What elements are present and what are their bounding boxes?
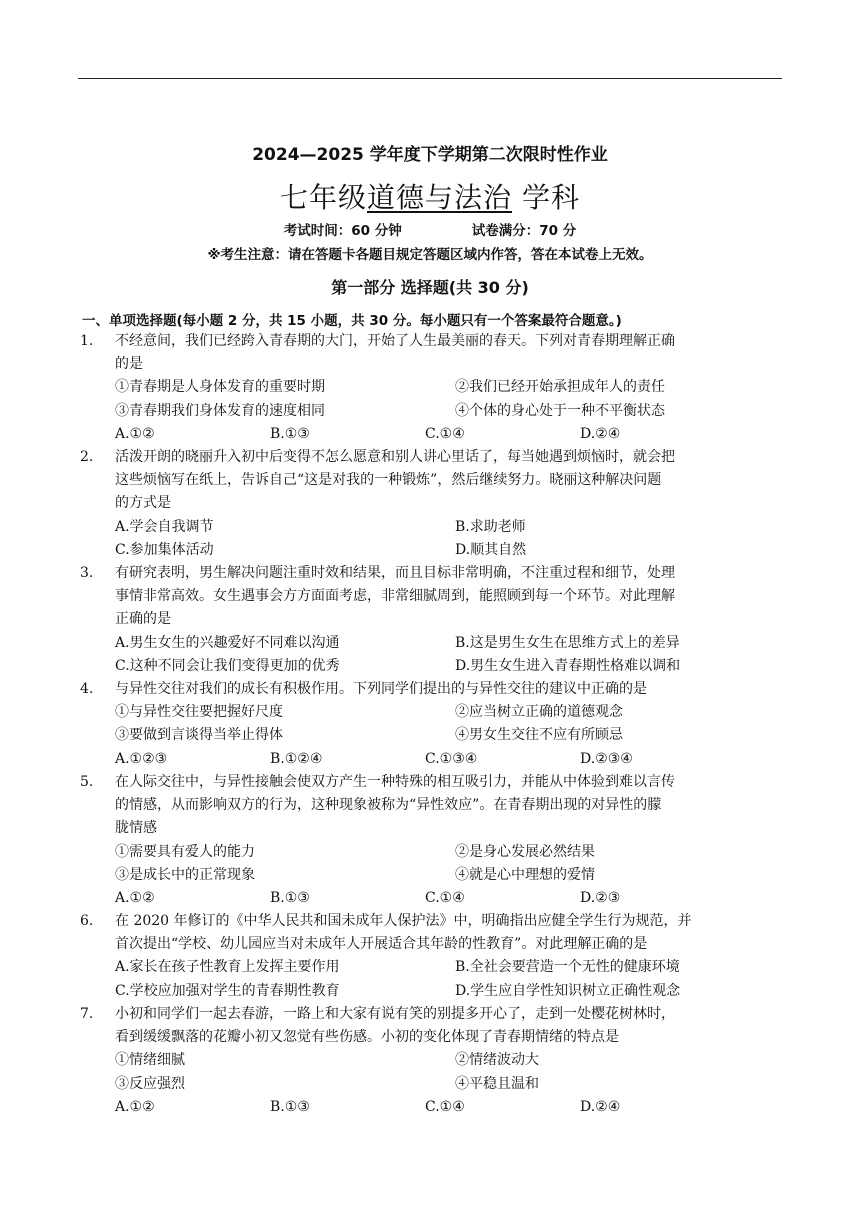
option-left: ③反应强烈 bbox=[115, 1075, 185, 1092]
option-left: ③是成长中的正常现象 bbox=[115, 866, 255, 883]
answer-choice: C.①③④ bbox=[425, 750, 478, 767]
question-stem-line: 的是 bbox=[115, 356, 143, 373]
answer-choices bbox=[115, 423, 780, 446]
option-left: ③青春期我们身体发育的速度相同 bbox=[115, 402, 325, 419]
option-right: B.求助老师 bbox=[455, 518, 526, 535]
question-body bbox=[115, 678, 780, 771]
option-right: D.学生应自学性知识树立正确性观念 bbox=[455, 982, 681, 999]
answer-choice: C.①④ bbox=[425, 1098, 465, 1115]
exam-title: 2024—2025 学年度下学期第二次限时性作业 bbox=[252, 145, 608, 165]
answer-choice: B.①③ bbox=[270, 890, 310, 907]
question-stem-line: 与异性交往对我们的成长有积极作用。下列同学们提出的与异性交往的建议中正确的是 bbox=[115, 681, 647, 697]
question-5 bbox=[80, 771, 780, 910]
question-stem-line: 看到缓缓飘落的花瓣小初又忽觉有些伤感。小初的变化体现了青春期情绪的特点是 bbox=[115, 1029, 619, 1046]
option-right: ④就是心中理想的爱情 bbox=[455, 866, 595, 883]
question-stem-line: 正确的是 bbox=[115, 611, 171, 628]
question-body bbox=[115, 910, 780, 1003]
question-stem-line: 的情感，从而影响双方的行为，这种现象被称为“异性效应”。在青春期出现的对异性的朦 bbox=[115, 797, 662, 814]
option-left: C.学校应加强对学生的青春期性教育 bbox=[115, 982, 340, 999]
answer-choice: A.①②③ bbox=[115, 750, 168, 767]
option-right: ④平稳且温和 bbox=[455, 1075, 539, 1092]
option-row bbox=[115, 864, 780, 887]
exam-info bbox=[0, 219, 860, 239]
question-stem-line: 小初和同学们一起去春游，一路上和大家有说有笑的别提多开心了，走到一处樱花树林时， bbox=[115, 1006, 675, 1022]
subject-suffix: 学科 bbox=[521, 181, 580, 214]
question-stem-line: 胧情感 bbox=[115, 820, 157, 837]
section-heading: 一、单项选择题(每小题 2 分，共 15 小题，共 30 分。每小题只有一个答案最符合题意。) bbox=[82, 313, 622, 329]
option-row bbox=[115, 724, 780, 747]
option-row bbox=[115, 632, 780, 655]
subject-title bbox=[0, 176, 860, 216]
answer-choice: A.①② bbox=[115, 890, 155, 907]
question-number: 3. bbox=[80, 565, 94, 581]
answer-choice: C.①④ bbox=[425, 425, 465, 442]
exam-time: 考试时间：60 分钟 bbox=[283, 223, 402, 239]
question-3 bbox=[80, 562, 780, 678]
question-number: 1. bbox=[80, 333, 94, 349]
question-7 bbox=[80, 1003, 780, 1119]
answer-choice: B.①③ bbox=[270, 425, 310, 442]
answer-choices bbox=[115, 1096, 780, 1119]
option-row bbox=[115, 539, 780, 562]
answer-choice: D.②④ bbox=[580, 425, 621, 442]
answer-choice: D.②③④ bbox=[580, 750, 633, 767]
option-left: C.参加集体活动 bbox=[115, 541, 214, 558]
option-row bbox=[115, 841, 780, 864]
option-right: ②我们已经开始承担成年人的责任 bbox=[455, 379, 665, 396]
question-number: 2. bbox=[80, 449, 94, 465]
option-right: B.这是男生女生在思维方式上的差异 bbox=[455, 634, 680, 651]
question-stem-line: 不经意间，我们已经跨入青春期的大门，开始了人生最美丽的春天。下列对青春期理解正确 bbox=[115, 333, 675, 349]
question-stem-line: 在人际交往中，与异性接触会使双方产生一种特殊的相互吸引力，并能从中体验到难以言传 bbox=[115, 774, 675, 790]
header-rule bbox=[78, 78, 782, 79]
part-title: 第一部分 选择题(共 30 分) bbox=[331, 278, 529, 297]
question-6 bbox=[80, 910, 780, 1003]
option-row bbox=[115, 980, 780, 1003]
option-row bbox=[115, 1049, 780, 1072]
question-stem-line: 的方式是 bbox=[115, 495, 171, 512]
question-stem-line: 有研究表明，男生解决问题注重时效和结果，而且目标非常明确，不注重过程和细节，处理 bbox=[115, 565, 675, 581]
option-row bbox=[115, 516, 780, 539]
question-stem-line: 事情非常高效。女生遇事会方方面面考虑，非常细腻周到，能照顾到每一个环节。对此理解 bbox=[115, 588, 675, 605]
question-2 bbox=[80, 446, 780, 562]
question-stem-line: 活泼开朗的晓丽升入初中后变得不怎么愿意和别人讲心里话了，每当她遇到烦恼时，就会把 bbox=[115, 449, 675, 465]
answer-choice: D.②④ bbox=[580, 1098, 621, 1115]
option-left: ①需要具有爱人的能力 bbox=[115, 843, 255, 860]
question-body bbox=[115, 1003, 780, 1119]
option-right: ②是身心发展必然结果 bbox=[455, 843, 595, 860]
question-stem-line: 首次提出“学校、幼儿园应当对未成年人开展适合其年龄的性教育”。对此理解正确的是 bbox=[115, 936, 648, 953]
option-right: ④男女生交往不应有所顾忌 bbox=[455, 727, 623, 744]
option-left: A.家长在孩子性教育上发挥主要作用 bbox=[115, 959, 340, 976]
answer-choice: D.②③ bbox=[580, 890, 621, 907]
option-right: ②应当树立正确的道德观念 bbox=[455, 704, 623, 721]
option-row bbox=[115, 655, 780, 678]
question-stem-line: 这些烦恼写在纸上，告诉自己“这是对我的一种锻炼”，然后继续努力。晓丽这种解决问题 bbox=[115, 472, 662, 489]
grade-label: 七年级 bbox=[280, 181, 368, 214]
question-body bbox=[115, 330, 780, 446]
option-row bbox=[115, 376, 780, 399]
option-left: A.学会自我调节 bbox=[115, 518, 214, 535]
option-left: ①青春期是人身体发育的重要时期 bbox=[115, 379, 325, 396]
full-score: 试卷满分：70 分 bbox=[471, 223, 577, 239]
option-left: ①与异性交往要把握好尺度 bbox=[115, 704, 283, 721]
option-row bbox=[115, 400, 780, 423]
option-left: ③要做到言谈得当举止得体 bbox=[115, 727, 283, 744]
question-body bbox=[115, 446, 780, 562]
answer-choices bbox=[115, 748, 780, 771]
question-number: 6. bbox=[80, 913, 94, 929]
question-4 bbox=[80, 678, 780, 771]
answer-choice: B.①②④ bbox=[270, 750, 323, 767]
option-row bbox=[115, 701, 780, 724]
answer-choice: A.①② bbox=[115, 425, 155, 442]
option-right: B.全社会要营造一个无性的健康环境 bbox=[455, 959, 680, 976]
question-body bbox=[115, 562, 780, 678]
option-left: A.男生女生的兴趣爱好不同难以沟通 bbox=[115, 634, 340, 651]
subject-name: 道德与法治 bbox=[367, 181, 513, 214]
question-number: 5. bbox=[80, 774, 94, 790]
question-stem-line: 在 2020 年修订的《中华人民共和国未成年人保护法》中，明确指出应健全学生行为规范，并 bbox=[115, 913, 692, 929]
option-right: D.男生女生进入青春期性格难以调和 bbox=[455, 657, 681, 674]
option-left: C.这种不同会让我们变得更加的优秀 bbox=[115, 657, 340, 674]
question-number: 7. bbox=[80, 1006, 94, 1022]
question-number: 4. bbox=[80, 681, 94, 697]
exam-notice: ※考生注意：请在答题卡各题目规定答题区域内作答，答在本试卷上无效。 bbox=[207, 247, 653, 263]
answer-choice: A.①② bbox=[115, 1098, 155, 1115]
option-row bbox=[115, 956, 780, 979]
option-row bbox=[115, 1073, 780, 1096]
question-body bbox=[115, 771, 780, 910]
answer-choice: B.①③ bbox=[270, 1098, 310, 1115]
question-1 bbox=[80, 330, 780, 446]
option-right: D.顺其自然 bbox=[455, 541, 527, 558]
answer-choice: C.①④ bbox=[425, 890, 465, 907]
option-right: ②情绪波动大 bbox=[455, 1052, 539, 1069]
option-right: ④个体的身心处于一种不平衡状态 bbox=[455, 402, 665, 419]
answer-choices bbox=[115, 887, 780, 910]
option-left: ①情绪细腻 bbox=[115, 1052, 185, 1069]
